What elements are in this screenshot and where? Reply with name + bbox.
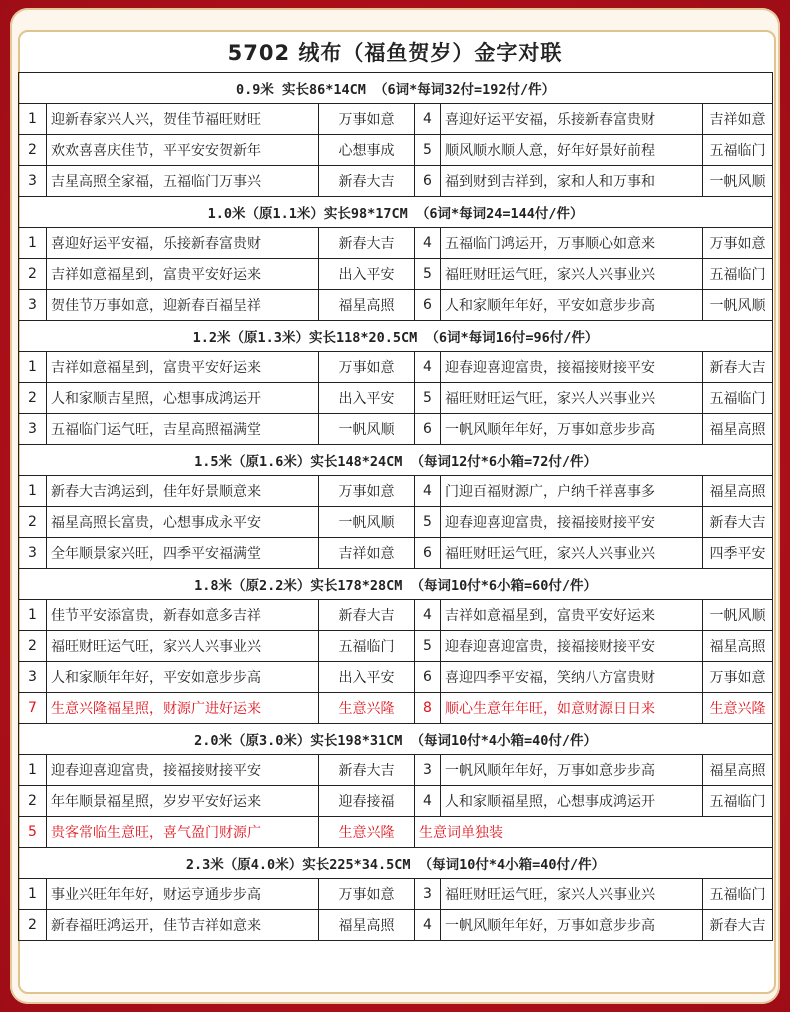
- horizontal-scroll: 四季平安: [703, 538, 773, 569]
- couplet-text: 喜迎好运平安福，乐接新春富贵财: [441, 104, 703, 135]
- horizontal-scroll: 福星高照: [703, 631, 773, 662]
- couplet-text: 贺佳节万事如意，迎新春百福呈祥: [47, 290, 319, 321]
- section-header: 1.2米（原1.3米）实长118*20.5CM （6词*每词16付=96付/件）: [19, 321, 773, 352]
- horizontal-scroll: 一帆风顺: [319, 507, 415, 538]
- couplet-text: 迎春迎喜迎富贵，接福接财接平安: [441, 352, 703, 383]
- item-number: 1: [19, 879, 47, 910]
- table-row: [19, 910, 773, 941]
- table-row: [19, 104, 773, 135]
- item-number: 1: [19, 228, 47, 259]
- item-number: 3: [19, 414, 47, 445]
- item-number: 2: [19, 786, 47, 817]
- table-row: [19, 538, 773, 569]
- couplet-text: 吉祥如意福星到，富贵平安好运来: [441, 600, 703, 631]
- horizontal-scroll: 福星高照: [319, 290, 415, 321]
- horizontal-scroll: 迎春接福: [319, 786, 415, 817]
- couplet-text: 欢欢喜喜庆佳节，平平安安贺新年: [47, 135, 319, 166]
- couplet-text: 年年顺景福星照，岁岁平安好运来: [47, 786, 319, 817]
- horizontal-scroll: 一帆风顺: [703, 600, 773, 631]
- horizontal-scroll: 吉祥如意: [319, 538, 415, 569]
- horizontal-scroll: 福星高照: [703, 755, 773, 786]
- item-number: 5: [415, 135, 441, 166]
- table-row: [19, 414, 773, 445]
- item-number: 4: [415, 352, 441, 383]
- couplet-text: 吉星高照全家福，五福临门万事兴: [47, 166, 319, 197]
- item-number: 3: [415, 755, 441, 786]
- couplet-text: 福旺财旺运气旺，家兴人兴事业兴: [441, 383, 703, 414]
- section-header: 0.9米 实长86*14CM （6词*每词32付=192付/件）: [19, 73, 773, 104]
- couplet-text: 贵客常临生意旺，喜气盈门财源广: [47, 817, 319, 848]
- couplet-text: 人和家顺吉星照，心想事成鸿运开: [47, 383, 319, 414]
- table-row: [19, 662, 773, 693]
- item-number: 1: [19, 352, 47, 383]
- table-row: [19, 600, 773, 631]
- item-number: 4: [415, 786, 441, 817]
- table-row: [19, 507, 773, 538]
- table-row: [19, 879, 773, 910]
- horizontal-scroll: 五福临门: [703, 879, 773, 910]
- horizontal-scroll: 新春大吉: [319, 755, 415, 786]
- couplet-text: 佳节平安添富贵，新春如意多吉祥: [47, 600, 319, 631]
- item-number: 4: [415, 228, 441, 259]
- horizontal-scroll: 生意兴隆: [319, 693, 415, 724]
- couplet-text: 吉祥如意福星到，富贵平安好运来: [47, 259, 319, 290]
- horizontal-scroll: 福星高照: [703, 476, 773, 507]
- horizontal-scroll: 出入平安: [319, 383, 415, 414]
- section-header-row: [19, 73, 773, 104]
- horizontal-scroll: 一帆风顺: [319, 414, 415, 445]
- couplet-text: 福旺财旺运气旺，家兴人兴事业兴: [47, 631, 319, 662]
- horizontal-scroll: 万事如意: [319, 476, 415, 507]
- couplet-text: 新春福旺鸿运开，佳节吉祥如意来: [47, 910, 319, 941]
- table-row: [19, 476, 773, 507]
- item-number: 5: [19, 817, 47, 848]
- item-number: 7: [19, 693, 47, 724]
- item-number: 6: [415, 662, 441, 693]
- item-number: 1: [19, 476, 47, 507]
- couplet-text: 新春大吉鸿运到，佳年好景顺意来: [47, 476, 319, 507]
- horizontal-scroll: 五福临门: [703, 786, 773, 817]
- table-row: [19, 352, 773, 383]
- horizontal-scroll: 新春大吉: [703, 910, 773, 941]
- table-row: [19, 135, 773, 166]
- table-row: [19, 786, 773, 817]
- couplet-text: 福星高照长富贵，心想事成永平安: [47, 507, 319, 538]
- table-row: [19, 228, 773, 259]
- couplet-text: 事业兴旺年年好，财运亨通步步高: [47, 879, 319, 910]
- item-number: 6: [415, 538, 441, 569]
- horizontal-scroll: 五福临门: [703, 383, 773, 414]
- horizontal-scroll: 新春大吉: [319, 600, 415, 631]
- item-number: 2: [19, 910, 47, 941]
- couplet-text: 全年顺景家兴旺，四季平安福满堂: [47, 538, 319, 569]
- item-number: 3: [19, 290, 47, 321]
- couplet-text: 福到财到吉祥到，家和人和万事和: [441, 166, 703, 197]
- horizontal-scroll: 出入平安: [319, 259, 415, 290]
- item-number: 2: [19, 631, 47, 662]
- section-header: 1.0米（原1.1米）实长98*17CM （6词*每词24=144付/件）: [19, 197, 773, 228]
- note-text: 生意词单独装: [415, 817, 773, 848]
- item-number: 2: [19, 135, 47, 166]
- horizontal-scroll: 生意兴隆: [703, 693, 773, 724]
- horizontal-scroll: 吉祥如意: [703, 104, 773, 135]
- horizontal-scroll: 一帆风顺: [703, 166, 773, 197]
- item-number: 5: [415, 631, 441, 662]
- couplet-text: 生意兴隆福星照，财源广进好运来: [47, 693, 319, 724]
- couplet-text: 人和家顺年年好，平安如意步步高: [441, 290, 703, 321]
- table-row: [19, 383, 773, 414]
- item-number: 2: [19, 383, 47, 414]
- horizontal-scroll: 心想事成: [319, 135, 415, 166]
- horizontal-scroll: 新春大吉: [319, 228, 415, 259]
- couplet-text: 福旺财旺运气旺，家兴人兴事业兴: [441, 259, 703, 290]
- table-body: [19, 73, 773, 941]
- horizontal-scroll: 福星高照: [319, 910, 415, 941]
- item-number: 2: [19, 507, 47, 538]
- section-header-row: [19, 848, 773, 879]
- table-row: [19, 693, 773, 724]
- horizontal-scroll: 出入平安: [319, 662, 415, 693]
- table-row: [19, 166, 773, 197]
- table-row: [19, 755, 773, 786]
- item-number: 4: [415, 104, 441, 135]
- couplet-text: 门迎百福财源广，户纳千祥喜事多: [441, 476, 703, 507]
- horizontal-scroll: 五福临门: [703, 135, 773, 166]
- table-row: [19, 817, 773, 848]
- horizontal-scroll: 万事如意: [319, 104, 415, 135]
- item-number: 8: [415, 693, 441, 724]
- horizontal-scroll: 新春大吉: [703, 507, 773, 538]
- couplet-text: 吉祥如意福星到，富贵平安好运来: [47, 352, 319, 383]
- couplet-text: 迎春迎喜迎富贵，接福接财接平安: [47, 755, 319, 786]
- couplet-text: 迎春迎喜迎富贵，接福接财接平安: [441, 631, 703, 662]
- section-header: 1.5米（原1.6米）实长148*24CM （每词12付*6小箱=72付/件）: [19, 445, 773, 476]
- item-number: 5: [415, 259, 441, 290]
- horizontal-scroll: 生意兴隆: [319, 817, 415, 848]
- section-header: 2.0米（原3.0米）实长198*31CM （每词10付*4小箱=40付/件）: [19, 724, 773, 755]
- table-row: [19, 290, 773, 321]
- item-number: 3: [19, 662, 47, 693]
- couplet-text: 迎春迎喜迎富贵，接福接财接平安: [441, 507, 703, 538]
- couplet-text: 一帆风顺年年好，万事如意步步高: [441, 414, 703, 445]
- item-number: 3: [19, 166, 47, 197]
- item-number: 1: [19, 755, 47, 786]
- page-title: 5702 绒布（福鱼贺岁）金字对联: [227, 41, 563, 65]
- item-number: 4: [415, 476, 441, 507]
- horizontal-scroll: 五福临门: [319, 631, 415, 662]
- couplet-text: 迎新春家兴人兴，贺佳节福旺财旺: [47, 104, 319, 135]
- horizontal-scroll: 新春大吉: [703, 352, 773, 383]
- table-row: [19, 259, 773, 290]
- couplet-text: 顺风顺水顺人意，好年好景好前程: [441, 135, 703, 166]
- section-header-row: [19, 569, 773, 600]
- horizontal-scroll: 万事如意: [703, 228, 773, 259]
- section-header: 1.8米（原2.2米）实长178*28CM （每词10付*6小箱=60付/件）: [19, 569, 773, 600]
- horizontal-scroll: 万事如意: [319, 879, 415, 910]
- horizontal-scroll: 福星高照: [703, 414, 773, 445]
- horizontal-scroll: 新春大吉: [319, 166, 415, 197]
- horizontal-scroll: 五福临门: [703, 259, 773, 290]
- item-number: 6: [415, 414, 441, 445]
- couplet-text: 一帆风顺年年好，万事如意步步高: [441, 910, 703, 941]
- section-header-row: [19, 321, 773, 352]
- section-header: 2.3米（原4.0米）实长225*34.5CM （每词10付*4小箱=40付/件）: [19, 848, 773, 879]
- horizontal-scroll: 万事如意: [319, 352, 415, 383]
- couplet-text: 喜迎四季平安福，笑纳八方富贵财: [441, 662, 703, 693]
- item-number: 3: [415, 879, 441, 910]
- table-row: [19, 631, 773, 662]
- couplet-text: 一帆风顺年年好，万事如意步步高: [441, 755, 703, 786]
- couplet-text: 顺心生意年年旺，如意财源日日来: [441, 693, 703, 724]
- horizontal-scroll: 万事如意: [703, 662, 773, 693]
- item-number: 3: [19, 538, 47, 569]
- item-number: 1: [19, 600, 47, 631]
- section-header-row: [19, 724, 773, 755]
- couplet-text: 人和家顺福星照，心想事成鸿运开: [441, 786, 703, 817]
- item-number: 5: [415, 507, 441, 538]
- couplet-text: 五福临门鸿运开，万事顺心如意来: [441, 228, 703, 259]
- couplet-text: 福旺财旺运气旺，家兴人兴事业兴: [441, 538, 703, 569]
- item-number: 4: [415, 910, 441, 941]
- item-number: 6: [415, 290, 441, 321]
- couplet-text: 福旺财旺运气旺，家兴人兴事业兴: [441, 879, 703, 910]
- section-header-row: [19, 445, 773, 476]
- couplet-text: 人和家顺年年好，平安如意步步高: [47, 662, 319, 693]
- couplet-text: 喜迎好运平安福，乐接新春富贵财: [47, 228, 319, 259]
- item-number: 2: [19, 259, 47, 290]
- item-number: 4: [415, 600, 441, 631]
- couplet-text: 五福临门运气旺，吉星高照福满堂: [47, 414, 319, 445]
- section-header-row: [19, 197, 773, 228]
- item-number: 6: [415, 166, 441, 197]
- item-number: 5: [415, 383, 441, 414]
- horizontal-scroll: 一帆风顺: [703, 290, 773, 321]
- item-number: 1: [19, 104, 47, 135]
- couplet-table: [18, 72, 773, 941]
